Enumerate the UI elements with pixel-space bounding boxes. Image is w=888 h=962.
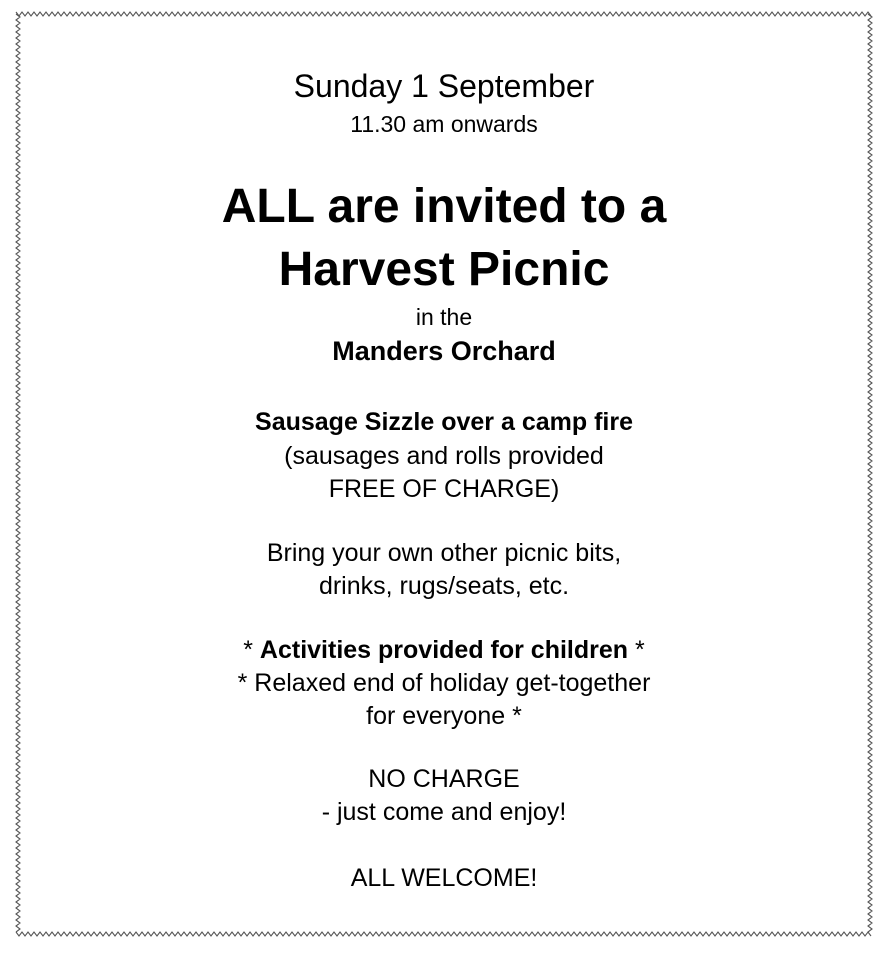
activities-line-3: for everyone * (366, 702, 522, 730)
charge-line-2: - just come and enjoy! (321, 798, 567, 826)
welcome-text: ALL WELCOME! (350, 864, 538, 892)
bring-line-1: Bring your own other picnic bits, (266, 539, 622, 567)
star-close: * (628, 636, 645, 664)
venue-name: Manders Orchard (332, 336, 556, 366)
activities-line-1 (0, 638, 888, 663)
event-date: Sunday 1 September (293, 68, 595, 104)
star-open: * (243, 636, 260, 664)
food-detail-line-2: FREE OF CHARGE) (328, 475, 560, 503)
activities-line-2: * Relaxed end of holiday get-together (237, 669, 651, 697)
venue-prefix: in the (415, 304, 473, 330)
food-detail-line-1: (sausages and rolls provided (284, 442, 604, 470)
activities-children: Activities provided for children (259, 636, 629, 664)
event-time: 11.30 am onwards (350, 111, 538, 137)
headline-line-2: Harvest Picnic (278, 243, 610, 296)
bring-line-2: drinks, rugs/seats, etc. (318, 572, 570, 600)
food-title: Sausage Sizzle over a camp fire (255, 408, 633, 436)
headline-line-1: ALL are invited to a (221, 180, 667, 233)
charge-line-1: NO CHARGE (368, 765, 520, 793)
